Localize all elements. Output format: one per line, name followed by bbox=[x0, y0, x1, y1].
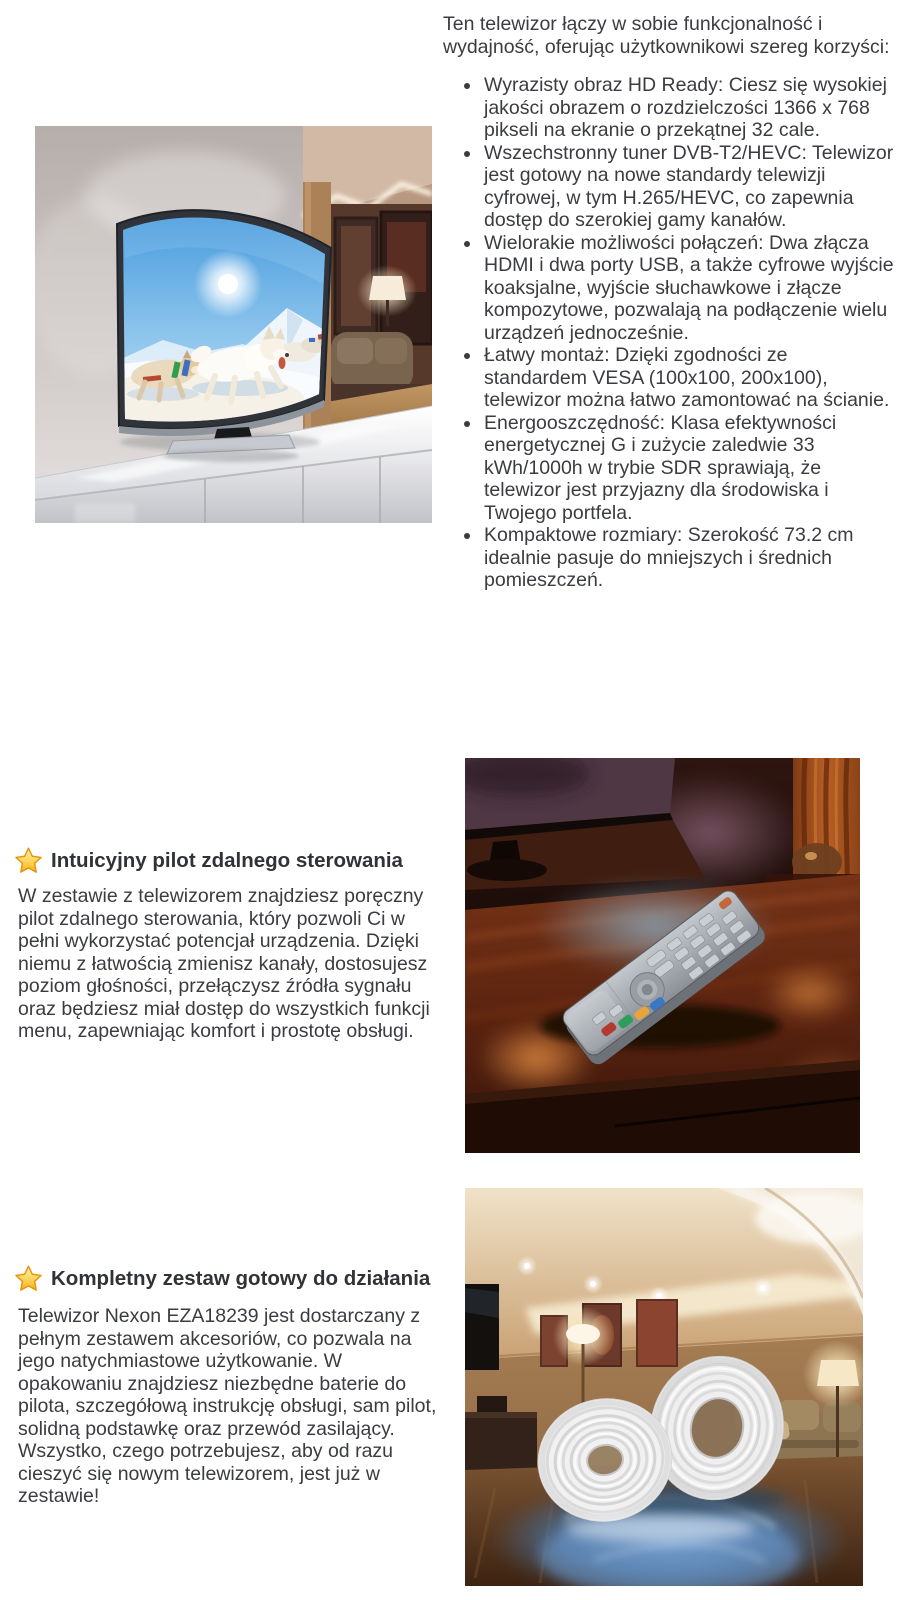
kit-section-heading bbox=[14, 1264, 446, 1293]
remote-on-table-illustration bbox=[465, 758, 860, 1153]
sideboard bbox=[465, 1412, 537, 1470]
feature-item: • Kompaktowe rozmiary: Szerokość 73.2 cm idealnie pasuje do mniejszych i średnich pomieszczeń. bbox=[482, 524, 895, 592]
star-icon bbox=[14, 846, 43, 875]
remote-heading-label: Intuicyjny pilot zdalnego sterowania bbox=[51, 848, 403, 872]
feature-item: • Łatwy montaż: Dzięki zgodności ze standardem VESA (100x100, 200x100), telewizor można łatwo zamontować na ścianie. bbox=[482, 344, 895, 412]
remote-control-image bbox=[465, 758, 860, 1153]
overview-text-block bbox=[443, 13, 895, 592]
cable-kit-image bbox=[465, 1188, 863, 1586]
kit-paragraph: Telewizor Nexon EZA18239 jest dostarczany z pełnym zestawem akcesoriów, co pozwala na jego natychmiastowe użytkowanie. W opakowaniu znajdziesz niezbędne baterie do pilota, szczegółową instrukcję obsługi, sam pilot, solidną podstawkę oraz przewód zasilający. Wszystko, czego potrzebujesz, aby od razu cieszyć się nowym telewizorem, jest już w zestawie! bbox=[18, 1305, 437, 1507]
star-icon bbox=[14, 1264, 43, 1293]
overview-intro: Ten telewizor łączy w sobie funkcjonalność i wydajność, oferując użytkownikowi szereg korzyści: bbox=[443, 13, 890, 58]
background-tv bbox=[465, 758, 705, 890]
feature-item: • Wielorakie możliwości połączeń: Dwa złącza HDMI i dwa porty USB, a także cyfrowe wyjście koaksjalne, wyjście słuchawkowe i złącze kompozytowe, pozwalają na podłączenie wielu urządzeń jednocześnie. bbox=[482, 232, 895, 345]
remote-section-heading bbox=[14, 846, 446, 875]
kit-heading-label: Kompletny zestaw gotowy do działania bbox=[51, 1266, 431, 1290]
remote-paragraph: W zestawie z telewizorem znajdziesz poręczny pilot zdalnego sterowania, który pozwoli Ci w pełni wykorzystać potencjał urządzenia. Dzięki niemu z łatwością zmienisz kanały, dostosujesz poziom głośności, przełączysz źródła sygnału oraz będziesz miał dostęp do wszystkich funkcji menu, zapewniając komfort i prostotę obsługi. bbox=[18, 885, 430, 1042]
remote-section-text bbox=[14, 846, 446, 1043]
features-list bbox=[443, 74, 895, 592]
cables-living-room-illustration bbox=[465, 1188, 863, 1586]
feature-item: • Wszechstronny tuner DVB-T2/HEVC: Telewizor jest gotowy na nowe standardy telewizji cyfrowej, w tym H.265/HEVC, co zapewnia dostęp do szerokiej gamy kanałów. bbox=[482, 142, 895, 232]
tv-lifestyle-image bbox=[35, 126, 432, 523]
tv-living-room-illustration bbox=[35, 126, 432, 523]
kit-section-text bbox=[14, 1264, 446, 1508]
feature-item: • Wyrazisty obraz HD Ready: Ciesz się wysokiej jakości obrazem o rozdzielczości 1366 x 768 pikseli na ekranie o przekątnej 32 cale. bbox=[482, 74, 895, 142]
feature-item: • Energooszczędność: Klasa efektywności energetycznej G i zużycie zaledwie 33 kWh/1000h w trybie SDR sprawiają, że telewizor jest przyjazny dla środowiska i Twojego portfela. bbox=[482, 412, 895, 525]
